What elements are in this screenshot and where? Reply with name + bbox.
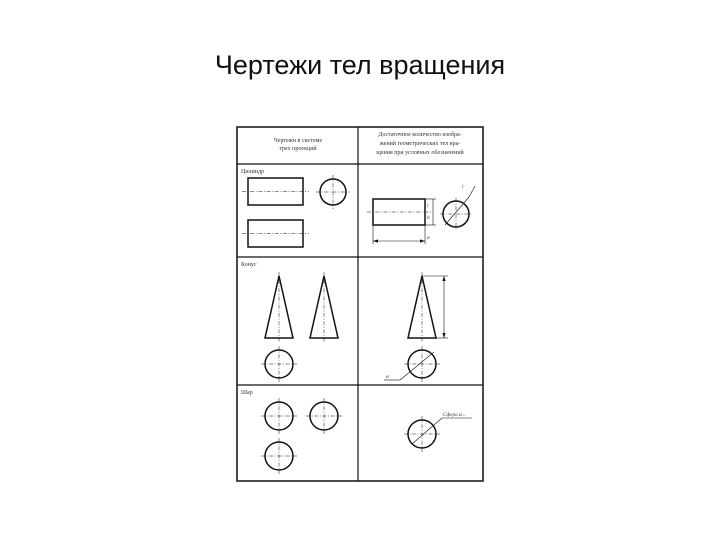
drawing-table-figure xyxy=(236,126,484,482)
cone-three-views xyxy=(261,272,338,382)
sphere-label-note: Сфера ø... xyxy=(443,412,466,418)
sphere-sufficient-views xyxy=(404,411,472,452)
cylinder-sufficient-views xyxy=(367,184,475,244)
cylinder-label-h: h xyxy=(427,215,430,221)
cylinder-label-l2: l xyxy=(462,184,464,190)
sphere-three-views xyxy=(261,398,342,474)
cylinder-label-l: l xyxy=(427,203,429,209)
row-label-sphere: Шар xyxy=(241,390,253,396)
header-left-line-2: трех проекций xyxy=(279,146,317,152)
header-right-line-2: жений геометрических тел вра- xyxy=(379,141,461,147)
slide-title: Чертежи тел вращения xyxy=(214,50,506,80)
header-left-line-1: Чертежи в системе xyxy=(273,138,323,144)
table-frame xyxy=(237,127,483,481)
cylinder-label-d: ø xyxy=(427,235,430,241)
header-right-line-3: щения при условных обозначений xyxy=(376,150,464,156)
row-label-cylinder: Цилиндр xyxy=(241,169,265,175)
cylinder-three-views xyxy=(242,175,350,247)
drawing-table-svg xyxy=(236,126,484,482)
cone-sufficient-views xyxy=(384,272,448,382)
cone-label-d: ø xyxy=(386,374,389,380)
header-right-line-1: Достаточное количество изобра- xyxy=(378,132,462,138)
row-label-cone: Конус xyxy=(241,262,257,268)
